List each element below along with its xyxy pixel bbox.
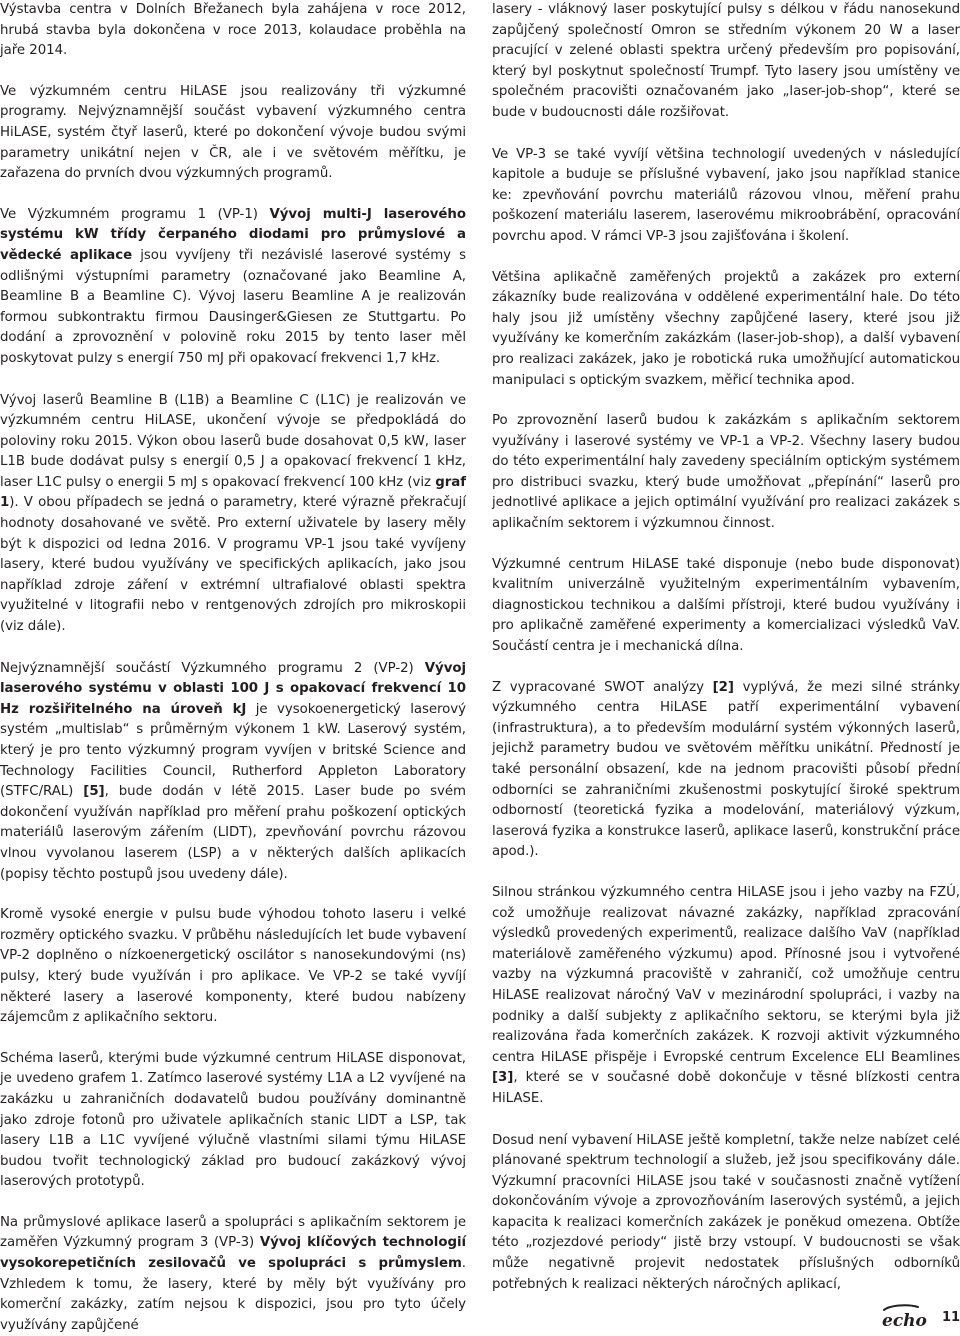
- paragraph: lasery - vláknový laser poskytující pulsy s délkou v řádu nanosekund zapůjčený společností Omron se středním výkonem 20 W a laser pracující v zelené oblasti spektra určený především pro popisování, který byl poskytnut společností Trumpf. Tyto lasery jsou umístěny ve společném pracovišti označovaném jako „laser-job-shop“, které se bude v budoucnosti dále rozšiřovat.: [492, 2, 960, 120]
- figure-reference: graf 1: [0, 474, 466, 511]
- citation: [2]: [712, 679, 734, 695]
- paragraph: Výstavba centra v Dolních Břežanech byla zahájena v roce 2012, hrubá stavba byla dokončena v roce 2013, kolaudace proběhla na jaře 2014.: [0, 2, 466, 59]
- paragraph: Po zprovoznění laserů budou k zakázkám s aplikačním sektorem využívány i laserové systémy ve VP-1 a VP-2. Všechny lasery budou do této experimentální haly zavedeny speciálním optickým systémem pro distribuci svazku, který bude umožňovat „přepínání“ laserů pro jednotlivé aplikace a jejich optimální využívání pro realizaci zakázek s aplikačním sektorem i výzkumnou činnost.: [492, 413, 960, 532]
- paragraph: Ve Výzkumném programu 1 (VP-1) Vývoj multi-J laserového systému kW třídy čerpaného diodami pro průmyslové a vědecké aplikace jsou vyvíjeny tři nezávislé laserové systémy s odlišnými výstupními parametry (označované jako Beamline A, Beamline B a Beamline C). Vývoj laseru Beamline A je realizován formou subkontraktu firmou Dausinger&Giesen ze Stuttgartu. Po dodání a zprovoznění v polovině roku 2015 by tento laser měl poskytovat pulzy s energií 750 mJ při opakovací frekvenci 1,7 kHz.: [0, 206, 466, 366]
- left-column: [0, 0, 466, 1336]
- citation: [5]: [83, 784, 105, 800]
- paragraph: Většina aplikačně zaměřených projektů a zakázek pro externí zákazníky bude realizována v oddělené experimentální hale. Do této haly jsou již umístěny všechny zapůjčené lasery, které jsou již využívány ke komerčním zakázkám (laser-job-shop), a další vybavení pro realizaci zakázek, jako je robotická ruka umožňující automatickou manipulaci s optickým svazkem, měřicí technika apod.: [492, 269, 960, 388]
- paragraph: Vývoj laserů Beamline B (L1B) a Beamline C (L1C) je realizován ve výzkumném centru HiLASE, ukončení vývoje se předpokládá do poloviny roku 2015. Výkon obou laserů bude dosahovat 0,5 kW, laser L1B bude dodávat pulsy s energií 0,5 J a opakovací frekvencí 1 kHz, laser L1C pulsy o energii 5 mJ s opakovací frekvencí 100 kHz (viz graf 1). V obou případech se jedná o parametry, které výrazně překračují hodnoty dosahované ve světě. Pro externí uživatele by lasery měly být k dispozici od ledna 2016. V programu VP-1 jsou také vyvíjeny lasery, které budou využívány ve specifických aplikacích, jako jsou například zdroje záření v extrémní ultrafialové oblasti spektra využitelné v litografii nebo v rentgenových zdrojích pro mikroskopii (viz dále).: [0, 392, 466, 635]
- paragraph: Na průmyslové aplikace laserů a spolupráci s aplikačním sektorem je zaměřen Výzkumný program 3 (VP-3) Vývoj klíčových technologií vysokorepetičních zesilovačů ve spolupráci s průmyslem. Vzhledem k tomu, že lasery, které by měly být využívány pro komerční zakázky, zatím nejsou k dispozici, jsou pro tyto účely využívány zapůjčené: [0, 1214, 466, 1333]
- page-number: 11: [942, 1310, 960, 1325]
- paragraph: Ve VP-3 se také vyvíjí většina technologií uvedených v následující kapitole a buduje se příslušné vybavení, jako jsou například stanice ke: zpevňování povrchu materiálů rázovou vlnou, měření prahu poškození materiálu laserem, laserovému mikroobrábění, opracování povrchu apod. V rámci VP-3 jsou zajišťována i školení.: [492, 146, 960, 244]
- paragraph: Výzkumné centrum HiLASE také disponuje (nebo bude disponovat) kvalitním univerzálně využitelným experimentálním vybavením, diagnostickou technikou a dalšími přístroji, které budou využívány i pro aplikačně zaměřené experimenty a komercializaci výsledků VaV. Součástí centra je i mechanická dílna.: [492, 556, 960, 655]
- echo-logo: [880, 1302, 927, 1331]
- right-column: [492, 0, 960, 1295]
- bold-text: Vývoj laserového systému v oblasti 100 J s opakovací frekvencí 10 Hz rozšiřitelného na úroveň kJ: [0, 660, 466, 717]
- paragraph: Nejvýznamnější součástí Výzkumného programu 2 (VP-2) Vývoj laserového systému v oblasti 100 J s opakovací frekvencí 10 Hz rozšiřitelného na úroveň kJ je vysokoenergetický laserový systém „multislab“ s průměrným výkonem 1 kW. Laserový systém, který je pro tento výzkumný program vyvíjen v britské Science and Technology Facilities Council, Rutherford Appleton Laboratory (STFC/RAL) [5], bude dodán v létě 2015. Laser bude po svém dokončení využíván například pro měření prahu poškození optických materiálů laserovým zářením (LIDT), zpevňování povrchu rázovou vlnou vyvolanou laserem (LSP) a v některých dalších aplikacích (popisy těchto postupů jsou uvedeny dále).: [0, 660, 466, 882]
- page-footer: [880, 1302, 960, 1332]
- bold-text: Vývoj klíčových technologií vysokorepetičních zesilovačů ve spolupráci s průmyslem: [0, 1235, 466, 1272]
- paragraph: Schéma laserů, kterými bude výzkumné centrum HiLASE disponovat, je uvedeno grafem 1. Zatímco laserové systémy L1A a L2 vyvíjené na zakázku u zahraničních dodavatelů budou používány dominantně jako zdroje fotonů pro uživatele aplikačních stanic LIDT a LSP, tak lasery L1B a L1C vyvíjené výlučně vlastními silami týmu HiLASE budou tvořit technologický základ pro budoucí zakázkový vývoj laserových prototypů.: [0, 1050, 466, 1190]
- bold-text: Vývoj multi-J laserového systému kW třídy čerpaného diodami pro průmyslové a vědecké aplikace: [0, 206, 466, 263]
- paragraph: Dosud není vybavení HiLASE ještě kompletní, takže nelze nabízet celé plánované spektrum technologií a služeb, jež jsou specifikovány dále. Výzkumní pracovníci HiLASE jsou také v současnosti značně vytížení dokončováním vývoje a zprovozňováním laserových systémů, a jejich kapacita k realizaci komerčních zakázek je poněkud omezena. Obtíže této „rozjezdové periody“ jistě brzy vstoupí. V budoucnosti se však může negativně projevit nedostatek příslušných odborníků potřebných k realizaci některých náročných aplikací,: [492, 1132, 960, 1292]
- paragraph: Z vypracované SWOT analýzy [2] vyplývá, že mezi silné stránky výzkumného centra HiLASE patří experimentální vybavení (infrastruktura), a to především modulární systém výkonných laserů, jejichž parametry budou ve světovém měřítku unikátní. Předností je také personální obsazení, kde na jednom pracovišti působí přední odborníci se zahraničními zkušenostmi poskytující široké spektrum odborností (teoretická fyzika a modelování, materiálový výzkum, laserová fyzika a konstrukce laserů, aplikace laserů, konstrukční práce apod.).: [492, 679, 960, 860]
- svg-text:echo: echo: [882, 1311, 927, 1331]
- paragraph: Kromě vysoké energie v pulsu bude výhodou tohoto laseru i velké rozměry optického svazku. V průběhu následujících let bude vybavení VP-2 doplněno o nízkoenergetický oscilátor s nanosekundovými (ns) pulsy, který bude využíván i pro aplikace. Ve VP-2 se také vyvíjí některé lasery a laserové komponenty, které budou nabízeny zájemcům z aplikačního sektoru.: [0, 907, 466, 1026]
- paragraph: Ve výzkumném centru HiLASE jsou realizovány tři výzkumné programy. Nejvýznamnější součást vybavení výzkumného centra HiLASE, systém čtyř laserů, které po dokončení vývoje budou svými parametry unikátní nejen v ČR, ale i ve světovém měřítku, je zařazena do prvních dvou výzkumných programů.: [0, 83, 466, 182]
- citation: [3]: [492, 1070, 514, 1086]
- paragraph: Silnou stránkou výzkumného centra HiLASE jsou i jeho vazby na FZÚ, což umožňuje realizovat návazné zakázky, například zpracování výsledků provedených experimentů, realizace dalšího VaV (například materiálově zaměřeného výzkumu) apod. Přínosné jsou i vytvořené vazby na výzkumná pracoviště v zahraničí, což umožňuje centru HiLASE realizovat náročný VaV v mezinárodní spolupráci, i vazby na podniky a další subjekty z aplikačního sektoru, se kterými byla již realizována řada komerčních zakázek. K rozvoji aktivit výzkumného centra HiLASE přispěje i Evropské centrum Excelence ELI Beamlines [3], které se v současné době dokončuje v těsné blízkosti centra HiLASE.: [492, 884, 960, 1106]
